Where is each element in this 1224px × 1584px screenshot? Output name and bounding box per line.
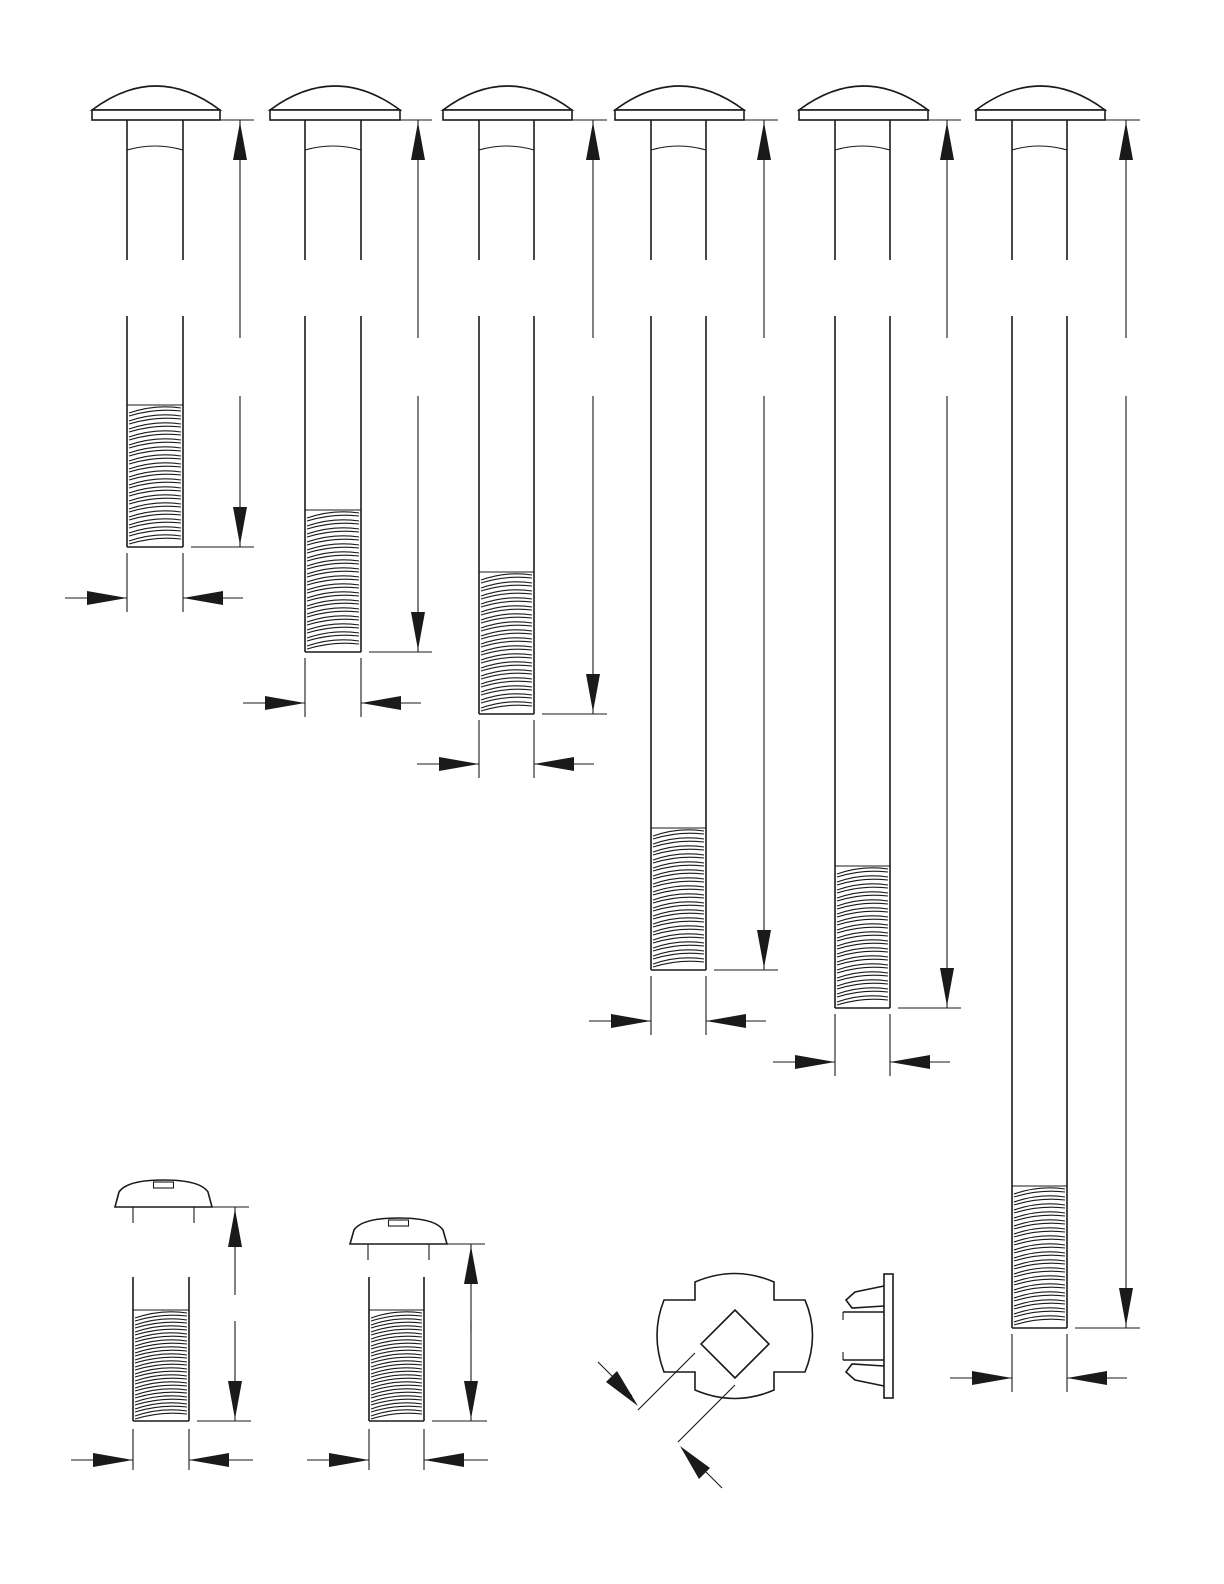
bolt-head-dome [976, 86, 1105, 110]
tee-nut-group [598, 1274, 893, 1489]
barrel-bolt-1 [71, 1180, 253, 1470]
dia-arrow-left [87, 591, 127, 605]
bolt-threads [653, 830, 704, 967]
tee-nut-front-view [598, 1274, 813, 1489]
carriage-bolt-6 [950, 86, 1140, 1392]
bolt-head-base [615, 110, 744, 120]
carriage-bolt-1 [65, 86, 254, 612]
bolt-head-dome [443, 86, 572, 110]
tee-nut-side-view [843, 1274, 893, 1398]
dia-arrow-right [183, 591, 223, 605]
length-arrow-bottom [233, 507, 247, 545]
bolt-head-base [270, 110, 400, 120]
bolt-head-dome [270, 86, 400, 110]
bolt-threads [481, 574, 532, 711]
bolt-head-base [976, 110, 1105, 120]
barrel-head [350, 1218, 447, 1244]
dia-arrow-right [534, 757, 574, 771]
length-arrow-bottom [586, 674, 600, 712]
dia-arrow-right [1067, 1371, 1107, 1385]
barrel-arrow-bottom [228, 1381, 242, 1419]
dia-arrow-right [890, 1055, 930, 1069]
tee-dim-arrow-2 [680, 1446, 710, 1479]
bolt-head-base [799, 110, 928, 120]
length-arrow-bottom [1119, 1288, 1133, 1326]
bolt-neck [127, 146, 183, 150]
length-arrow-top [586, 122, 600, 160]
dia-arrow-left [972, 1371, 1012, 1385]
barrel-dia-arrow-left [93, 1453, 133, 1467]
dia-arrow-left [265, 696, 305, 710]
bolt-threads [129, 407, 181, 544]
carriage-bolt-2 [243, 86, 432, 717]
bolt-head-base [92, 110, 220, 120]
barrel-bolts-group [71, 1180, 488, 1470]
bolt-head-base [443, 110, 572, 120]
barrel-head [115, 1180, 212, 1207]
bolt-neck [479, 146, 534, 150]
carriage-bolts-group [65, 86, 1140, 1392]
bolt-neck [651, 146, 706, 150]
dia-arrow-left [439, 757, 479, 771]
bolt-threads [307, 512, 359, 649]
dia-arrow-right [361, 696, 401, 710]
barrel-dia-arrow-left [329, 1453, 369, 1467]
length-arrow-top [233, 122, 247, 160]
dia-arrow-right [706, 1014, 746, 1028]
barrel-dia-arrow-right [424, 1453, 464, 1467]
barrel-arrow-top [228, 1209, 242, 1247]
carriage-bolt-4 [589, 86, 778, 1035]
length-arrow-top [411, 122, 425, 160]
bolt-head-dome [799, 86, 928, 110]
bolt-neck [305, 146, 361, 150]
tee-nut-prong-top [846, 1286, 884, 1308]
dia-arrow-left [795, 1055, 835, 1069]
dia-arrow-left [611, 1014, 651, 1028]
barrel-threads [371, 1312, 422, 1419]
length-arrow-bottom [940, 968, 954, 1006]
bolt-head-dome [92, 86, 220, 110]
length-arrow-bottom [411, 612, 425, 650]
bolt-threads [837, 868, 888, 1005]
barrel-dia-arrow-right [189, 1453, 229, 1467]
bolt-neck [1012, 146, 1067, 150]
barrel-arrow-bottom [464, 1381, 478, 1419]
length-arrow-bottom [757, 930, 771, 968]
barrel-threads [135, 1312, 187, 1419]
bolt-head-dome [615, 86, 744, 110]
barrel-bolt-2 [307, 1218, 488, 1470]
barrel-arrow-top [464, 1246, 478, 1284]
length-arrow-top [940, 122, 954, 160]
tee-nut-prong-bottom [846, 1364, 884, 1386]
length-arrow-top [1119, 122, 1133, 160]
tee-nut-flange [657, 1274, 813, 1399]
bolt-neck [835, 146, 890, 150]
tee-dim-arrow-1 [606, 1371, 638, 1406]
carriage-bolt-3 [417, 86, 607, 778]
bolt-threads [1014, 1188, 1065, 1325]
carriage-bolt-5 [773, 86, 961, 1076]
tee-nut-side-flange [884, 1274, 893, 1398]
length-arrow-top [757, 122, 771, 160]
